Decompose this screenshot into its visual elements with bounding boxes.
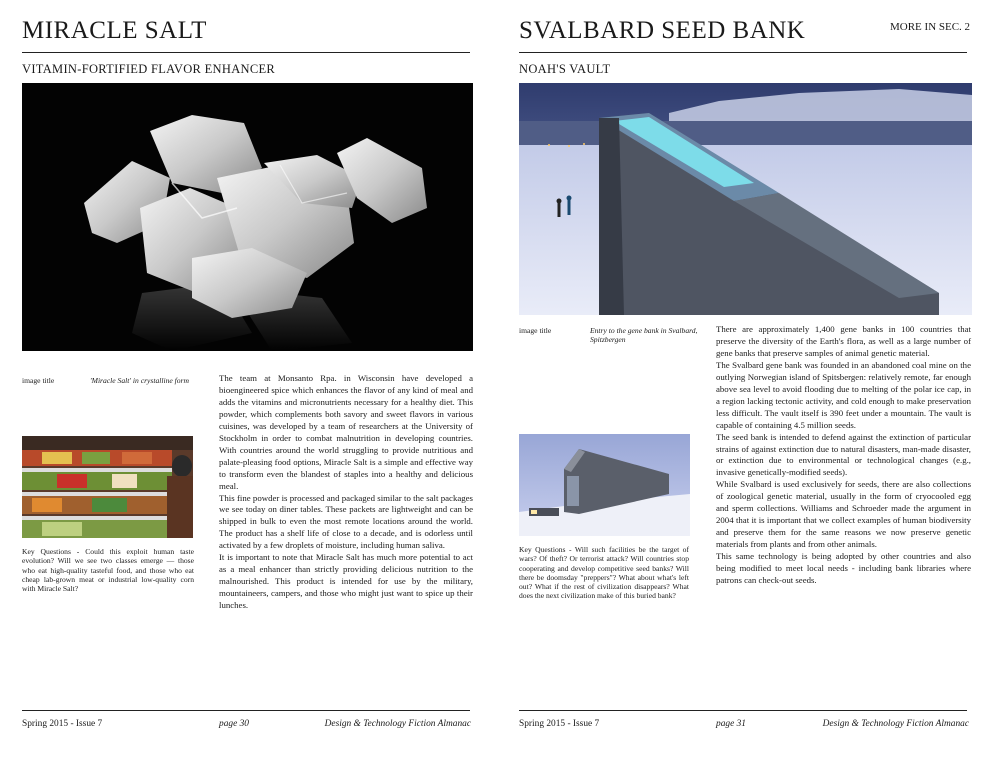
right-image-label: image title [519,326,552,335]
produce-market-photo [22,436,193,538]
vault-entrance-photo [519,434,690,536]
left-body-paragraph: The team at Monsanto Rpa. in Wisconsin have developed a bioengineered spice which enhances the flavor of any kind of meal and adds the vitamins and micronutrients necessary for a healthy diet. This powder, which complements both savory and sweet flavors in various cuisines, was developed by a team of researchers at the University of Stockholm in order to combat malnutrition in developing countries. With countries around the world struggling to provide nutritious and palate-pleasing food options, Miracle Salt is a simple and effective way to transform even the blandest of staples into a healthy and delicious meal. [219,373,473,491]
left-headline: MIRACLE SALT [22,17,207,44]
right-body-paragraph: There are approximately 1,400 gene banks in 100 countries that preserve the diversity of the Earth's flora, as well as a large number of gene banks that preserve samples of animal genetic material. [716,324,971,358]
right-footer-publication: Design & Technology Fiction Almanac [822,719,969,729]
left-body-paragraph: This fine powder is processed and packaged similar to the salt packages we see today on diner tables. These packets are lightweight and can be shipped in bulk to even the most remote locations around the world. The product has a shelf life of close to a decade, and is odorless until activated by a few droplets of moisture, including human saliva. [219,492,473,551]
left-image-label: image title [22,376,55,385]
salt-crystals-photo [22,83,473,351]
right-body-paragraph: The seed bank is intended to defend against the extinction of particular strains of against extinction due to natural disasters, man-made disaster, or extinction due to environmental or technological changes (e.g., invasive genetically-modified seeds). [716,431,971,478]
left-footer-publication: Design & Technology Fiction Almanac [324,719,471,729]
right-footer-page: page 31 [716,719,746,729]
left-footer-rule [22,710,470,711]
seed-vault-photo [519,83,972,315]
left-body-paragraph: It is important to note that Miracle Salt has much more potential to act as a meal enhancer than strictly providing delicious nutrition to the malnourished. This product is intended for use by the military, mountaineers, campers, and those who might just want to spice up their lunches. [219,552,473,611]
more-in-section-link[interactable]: MORE IN SEC. 2 [890,21,971,33]
left-headline-rule [22,52,470,53]
right-body-text [716,324,971,587]
right-footer-rule [519,710,967,711]
right-headline: SVALBARD SEED BANK [519,17,806,44]
left-footer-page: page 30 [219,719,249,729]
right-body-paragraph: While Svalbard is used exclusively for seeds, there are also collections of zoological genetic material, usually in the form of cryocooled egg and sperm collections. Williams and Schroeder made the argument in 2004 that it is important that we collect examples of human biodiversity and preserve them for the same reasons we now preserve genetic materials from plants and from other animals. [716,479,971,550]
right-body-paragraph: The Svalbard gene bank was founded in an abandoned coal mine on the outlying Norwegian island of Spitsbergen: relatively remote, far enough above sea level to avoid flooding due to melting of the polar ice cap, in a region lacking tectonic activity, and cold enough to make preservation less difficult. The vault itself is 390 feet under a mountain. The vault is capable of containing 4.5 million seeds. [716,359,971,430]
left-footer-issue: Spring 2015 - Issue 7 [22,719,103,729]
right-headline-rule [519,52,967,53]
right-body-paragraph: This same technology is being adopted by other countries and also being modified to meet local needs - including bank libraries where patrons can check-out seeds. [716,551,971,586]
left-image-caption: 'Miracle Salt' in crystalline form [90,376,190,385]
right-subhead: NOAH'S VAULT [519,62,611,76]
left-key-questions: Key Questions - Could this exploit human taste evolution? Will we see two classes emerge — those who eat high-quality tasteful food, and those who eat cheap lab-grown meat or industrial low-quality corn with Miracle Salt? [22,547,194,593]
right-key-questions: Key Questions - Will such facilities be the target of wars? Of theft? Or terrorist attack? Will countries stop cooperating and develop competitive seed banks? Will there be doomsday "preppers"? What about what's left out? What if the rest of civilization disappears? What does the next civilization make of this buried bank? [519,545,689,601]
left-body-text [219,373,473,612]
right-footer-issue: Spring 2015 - Issue 7 [519,719,600,729]
left-subhead: VITAMIN-FORTIFIED FLAVOR ENHANCER [22,62,276,76]
right-image-caption: Entry to the gene bank in Svalbard, Spitzbergen [590,326,698,345]
